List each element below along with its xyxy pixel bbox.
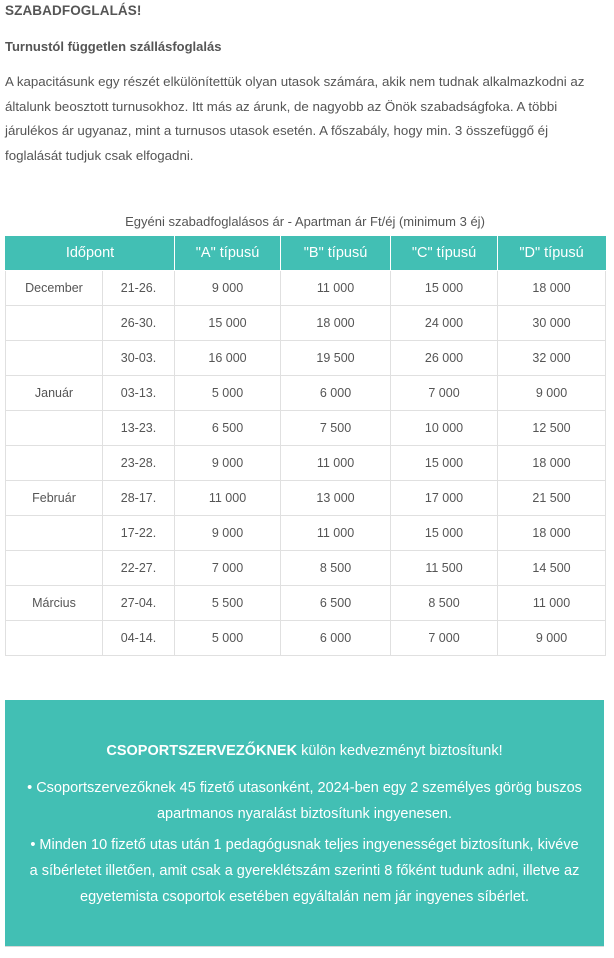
price-a-cell: 9 000: [175, 516, 281, 551]
price-d-cell: 18 000: [498, 271, 606, 306]
price-d-cell: 30 000: [498, 306, 606, 341]
table-row: [6, 446, 606, 481]
banner-lead: [5, 743, 604, 759]
month-cell: [6, 621, 103, 656]
month-cell: Február: [6, 481, 103, 516]
price-b-cell: 19 500: [281, 341, 391, 376]
price-b-cell: 7 500: [281, 411, 391, 446]
dates-cell: 30-03.: [103, 341, 175, 376]
dates-cell: 27-04.: [103, 586, 175, 621]
month-cell: [6, 516, 103, 551]
table-row: [6, 621, 606, 656]
table-caption: Egyéni szabadfoglalásos ár - Apartman ár Ft/éj (minimum 3 éj): [125, 214, 485, 229]
price-a-cell: 11 000: [175, 481, 281, 516]
month-cell: [6, 551, 103, 586]
price-a-cell: 9 000: [175, 446, 281, 481]
price-c-cell: 11 500: [391, 551, 498, 586]
price-b-cell: 6 000: [281, 621, 391, 656]
table-row: [6, 271, 606, 306]
table-body: [6, 271, 606, 656]
table-header-row: [6, 236, 606, 271]
table-row: [6, 341, 606, 376]
price-d-cell: 9 000: [498, 621, 606, 656]
page-subtitle: Turnustól független szállásfoglalás: [5, 39, 222, 54]
intro-paragraph: A kapacitásunk egy részét elkülönítettük olyan utasok számára, akik nem tudnak alkalmazkodni az általunk beosztott turnusokhoz. Itt más az árunk, de nagyobb az Önök szabadságfoka. A többi járulékos ár ugyanaz, mint a turnusos utasok esetén. A főszabály, hogy min. 3 összefüggő éj foglalását tudjuk csak elfogadni.: [5, 74, 585, 163]
price-d-cell: 11 000: [498, 586, 606, 621]
month-cell: [6, 411, 103, 446]
header-type-c: "C" típusú: [391, 236, 498, 271]
price-c-cell: 7 000: [391, 621, 498, 656]
price-a-cell: 5 000: [175, 376, 281, 411]
table-row: [6, 411, 606, 446]
price-table: [5, 236, 606, 656]
banner-bullet-1: • Csoportszervezőknek 45 fizető utasonként, 2024-ben egy 2 személyes görög buszos apartmanos nyaralást biztosítunk ingyenesen.: [27, 780, 582, 822]
table-row: [6, 306, 606, 341]
price-c-cell: 8 500: [391, 586, 498, 621]
month-cell: [6, 306, 103, 341]
dates-cell: 03-13.: [103, 376, 175, 411]
dates-cell: 17-22.: [103, 516, 175, 551]
price-a-cell: 5 500: [175, 586, 281, 621]
page-title: SZABADFOGLALÁS!: [5, 3, 142, 18]
banner-lead-bold: CSOPORTSZERVEZŐKNEK: [106, 743, 298, 759]
price-a-cell: 15 000: [175, 306, 281, 341]
dates-cell: 21-26.: [103, 271, 175, 306]
banner-bullet-2: • Minden 10 fizető utas után 1 pedagógusnak teljes ingyenességet biztosítunk, kivéve a síbérletet illetően, amit csak a gyereklétszám szerinti 8 főként tudunk adni, illetve az egyetemista csoportok esetében egyáltalán nem jár ingyenes síbérlet.: [29, 837, 580, 905]
price-d-cell: 9 000: [498, 376, 606, 411]
price-d-cell: 32 000: [498, 341, 606, 376]
price-a-cell: 16 000: [175, 341, 281, 376]
price-a-cell: 9 000: [175, 271, 281, 306]
month-cell: Január: [6, 376, 103, 411]
month-cell: [6, 446, 103, 481]
bottom-divider: [5, 946, 604, 947]
dates-cell: 26-30.: [103, 306, 175, 341]
price-a-cell: 6 500: [175, 411, 281, 446]
price-c-cell: 15 000: [391, 516, 498, 551]
dates-cell: 22-27.: [103, 551, 175, 586]
price-b-cell: 6 500: [281, 586, 391, 621]
header-type-d: "D" típusú: [498, 236, 606, 271]
header-type-b: "B" típusú: [281, 236, 391, 271]
price-c-cell: 26 000: [391, 341, 498, 376]
dates-cell: 23-28.: [103, 446, 175, 481]
price-c-cell: 15 000: [391, 446, 498, 481]
table-row: [6, 586, 606, 621]
dates-cell: 13-23.: [103, 411, 175, 446]
price-b-cell: 8 500: [281, 551, 391, 586]
table-row: [6, 376, 606, 411]
price-c-cell: 10 000: [391, 411, 498, 446]
price-a-cell: 5 000: [175, 621, 281, 656]
price-b-cell: 11 000: [281, 446, 391, 481]
price-b-cell: 18 000: [281, 306, 391, 341]
dates-cell: 04-14.: [103, 621, 175, 656]
month-cell: Március: [6, 586, 103, 621]
table-row: [6, 551, 606, 586]
price-d-cell: 12 500: [498, 411, 606, 446]
banner-lead-rest: külön kedvezményt biztosítunk!: [297, 743, 503, 759]
month-cell: [6, 341, 103, 376]
month-cell: December: [6, 271, 103, 306]
price-b-cell: 11 000: [281, 271, 391, 306]
dates-cell: 28-17.: [103, 481, 175, 516]
table-row: [6, 481, 606, 516]
price-c-cell: 7 000: [391, 376, 498, 411]
price-d-cell: 18 000: [498, 446, 606, 481]
price-d-cell: 14 500: [498, 551, 606, 586]
header-type-a: "A" típusú: [175, 236, 281, 271]
price-b-cell: 6 000: [281, 376, 391, 411]
price-a-cell: 7 000: [175, 551, 281, 586]
header-idopont: Időpont: [6, 236, 175, 271]
price-d-cell: 21 500: [498, 481, 606, 516]
price-b-cell: 13 000: [281, 481, 391, 516]
price-d-cell: 18 000: [498, 516, 606, 551]
price-b-cell: 11 000: [281, 516, 391, 551]
group-organizer-banner: [5, 700, 604, 946]
price-c-cell: 17 000: [391, 481, 498, 516]
price-c-cell: 15 000: [391, 271, 498, 306]
table-row: [6, 516, 606, 551]
price-c-cell: 24 000: [391, 306, 498, 341]
